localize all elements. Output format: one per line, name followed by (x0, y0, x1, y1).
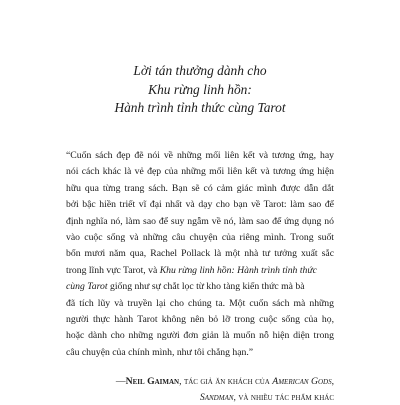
quote-line: người thực hành Tarot không nên bỏ lỡ trong cuộc sống của họ, (66, 312, 334, 328)
heading-line: Khu rừng linh hồn: (0, 81, 400, 100)
heading-line: Hành trình tỉnh thức cùng Tarot (0, 99, 400, 118)
attribution-text: , tác giả ăn khách của (179, 376, 272, 387)
quote-line: hữu qua từng trang sách. Bạn sẽ có cảm giác mình được dẫn dắt (66, 181, 334, 197)
quote-text: trong lĩnh vực Tarot, và (66, 265, 160, 276)
quote-line: bốn mươi năm qua, Rachel Pollack là một nhà tư tưởng xuất sắc (66, 246, 334, 262)
quote-line: nói cách khác là vẻ đẹp của những mối liên kết và tương ứng hiện (66, 164, 334, 180)
attribution-text: , và nhiều tác phẩm khác (234, 392, 334, 403)
attribution (116, 374, 334, 405)
attribution-text: , (332, 376, 334, 387)
quote-line: đã tích lũy và truyền lại cho chúng ta. Một cuốn sách mà những (66, 296, 334, 312)
attribution-line (116, 390, 334, 405)
book-title: cùng Tarot (66, 281, 108, 292)
quote-line: bởi bậc hiền triết vĩ đại nhất và dạy cho bạn về Tarot: làm sao để (66, 197, 334, 213)
quote-line: định nghĩa nó, làm sao để suy ngẫm về nó, làm sao để ứng dụng nó (66, 214, 334, 230)
praise-heading (0, 62, 400, 118)
book-title: Sandman (200, 392, 234, 403)
book-title: Khu rừng linh hồn: Hành trình tỉnh thức (160, 265, 317, 276)
quote-text: giống như sự chắt lọc từ kho tàng kiến thức mà bà (108, 281, 305, 292)
heading-line: Lời tán thưởng dành cho (0, 62, 400, 81)
attribution-line (116, 374, 334, 390)
quote-line: câu chuyện của chính mình, như tôi chẳng hạn.” (66, 345, 334, 361)
quote-line (66, 279, 334, 295)
quote-line: vào cuộc sống và những câu chuyện của riêng mình. Trong suốt (66, 230, 334, 246)
quote-line: hoặc dành cho những người đơn giản là muốn nỗ hiện diện trong (66, 328, 334, 344)
author-name: Neil Gaiman (126, 376, 180, 387)
quote-line (66, 263, 334, 279)
book-title: American Gods (272, 376, 331, 387)
attribution-dash: — (116, 376, 126, 387)
quote-line: “Cuốn sách đẹp đẽ nói về những mối liên kết và tương ứng, hay (66, 148, 334, 164)
praise-quote (66, 148, 334, 361)
